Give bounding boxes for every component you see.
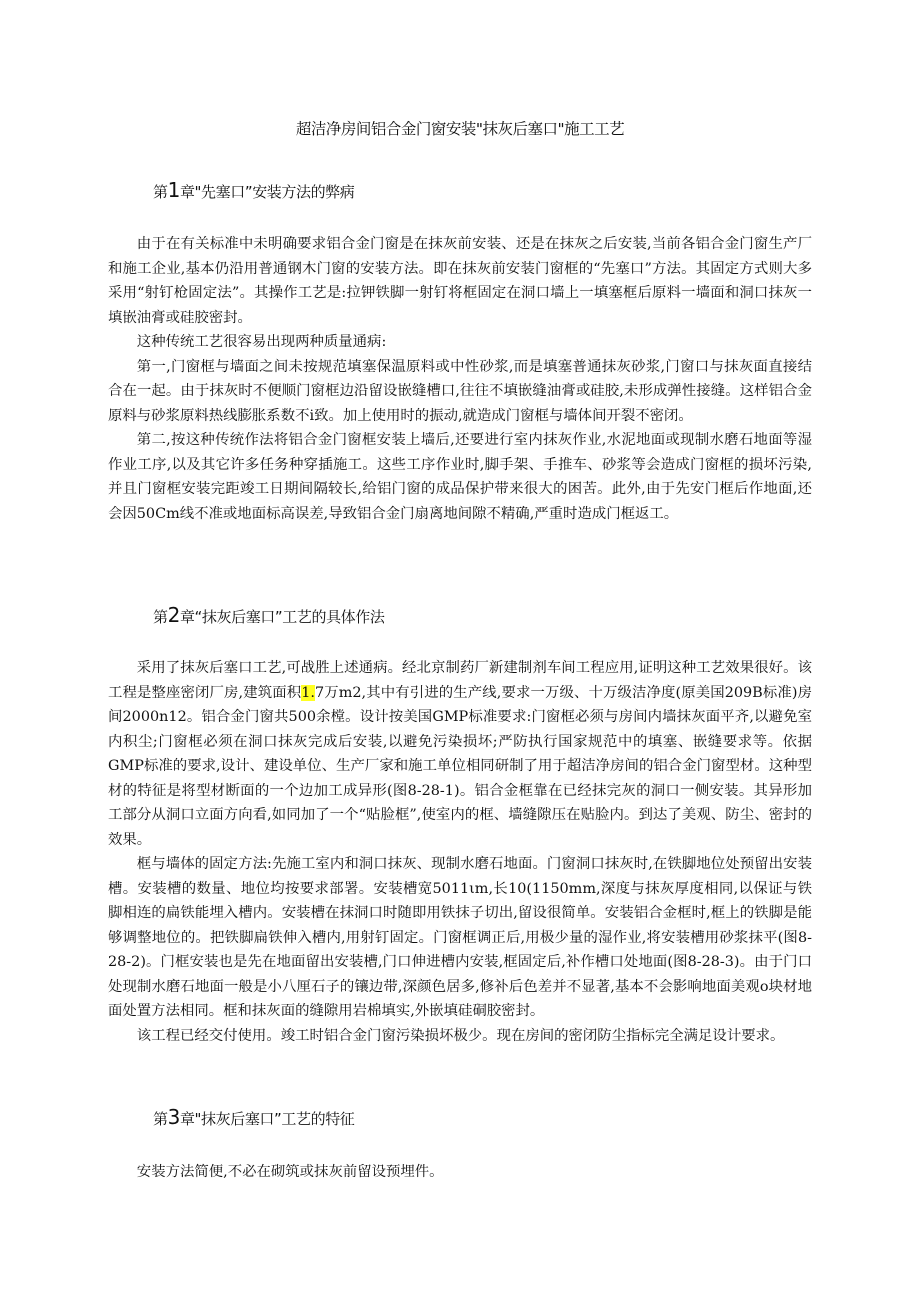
chapter-prefix: 第 [153,1110,168,1128]
paragraph: 该工程已经交付使用。竣工时铝合金门窗污染损坏极少。现在房间的密闭防尘指标完全满足设计要求。 [136,1027,785,1044]
chapter-3-heading [153,1105,354,1129]
paragraph: 框与墙体的固定方法:先施工室内和洞口抹灰、现制水磨石地面。门窗洞口抹灰时,在铁脚地位处预留出安装槽。安装槽的数量、地位均按要求部署。安装槽宽5011ιm,长10(1150mm,深度与抹灰厚度相同,以保证与铁脚相连的扁铁能埋入槽内。安装槽在抹洞口时随即用铁抹子切出,留设很简单。安装铝合金框时,框上的铁脚是能够调整地位的。把铁脚扁铁伸入槽内,用射钉固定。门窗框调正后,用极少量的湿作业,将安装槽用砂浆抹平(图8-28-2)。门框安装也是先在地面留出安装槽,门口伸进槽内安装,框固定后,补作槽口处地面(图8-28-3)。由于门口处现制水磨石地面一般是小八厘石子的镶边带,深颜色居多,修补后色差并不显著,基本不会影响地面美观o块材地面处置方法相同。框和抹灰面的缝隙用岩棉填实,外嵌填硅硐胶密封。 [108,856,812,1019]
paragraph: 第二,按这种传统作法将铝合金门窗框安装上墙后,还要进行室内抹灰作业,水泥地面或现制水磨石地面等湿作业工序,以及其它许多任务种穿插施工。这些工序作业时,脚手架、手推车、砂浆等会造成门窗框的损坏污染,并且门窗框安装完距竣工日期间隔较长,给铝门窗的成品保护带来很大的困苦。此外,由于先安门框后作地面,还会因50Cm线不准或地面标高误差,导致铝合金门扇离地间隙不精确,严重时造成门框返工。 [108,432,812,522]
paragraph-text: 采用了抹灰后塞口工艺,可战胜上述通病。经北京制药厂新建制剂车间工程应用,证明这种工艺效果很好。该工程是整座密闭厂房,建筑面积 [108,660,812,701]
highlighted-text: 1. [301,684,315,701]
paragraph: 这种传统工艺很容易出现两种质量通病: [136,334,387,350]
chapter-number: 1 [167,178,180,202]
paragraph: 第一,门窗框与墙面之间未按规范填塞保温原料或中性砂浆,而是填塞普通抹灰砂浆,门窗口与抹灰面直接结合在一起。由于抹灰时不便顺门窗框边沿留设嵌缝槽口,往往不填嵌缝油膏或硅胶,未形成弹性接缝。这样铝合金原料与砂浆原料热线膨胀系数不i致。加上使用时的振动,就造成门窗框与墙体间开裂不密闭。 [108,358,812,424]
chapter-title: 章"先塞口”安装方法的弊病 [179,183,355,201]
chapter-3-body [108,1160,812,1185]
chapter-2-body [108,656,812,1048]
chapter-prefix: 第 [153,608,168,626]
paragraph-text: 7万m2,其中有引进的生产线,要求一万级、十万级洁净度(原美国209B标准)房间2000n12。铝合金门窗共500余樘。设计按美国GMP标准要求:门窗框必须与房间内墙抹灰面平齐,以避免室内积尘;门窗框必须在洞口抹灰完成后安装,以避免污染损坏;严防执行国家规范中的填塞、嵌缝要求等。依据GMP标准的要求,设计、建设单位、生产厂家和施工单位相同研制了用于超洁净房间的铝合金门窗型材。这种型材的特征是将型材断面的一个边加工成异形(图8-28-1)。铝合金框靠在已经抹完灰的洞口一侧安装。其异形加工部分从洞口立面方向看,如同加了一个“贴脸框”,使室内的框、墙缝隙压在贴脸内。到达了美观、防尘、密封的效果。 [108,684,812,848]
paragraph: 由于在有关标准中未明确要求铝合金门窗是在抹灰前安装、还是在抹灰之后安装,当前各铝合金门窗生产厂和施工企业,基本仍沿用普通钢木门窗的安装方法。即在抹灰前安装门窗框的“先塞口”方法。其固定方式则大多采用“射钉枪固定法”。其操作工艺是:拉钾铁脚一射钉将框固定在洞口墙上一填塞框后原料一墙面和洞口抹灰一填嵌油膏或硅胶密封。 [108,236,812,326]
document-title: 超洁净房间铝合金门窗安装"抹灰后塞口"施工工艺 [295,120,625,138]
chapter-number: 2 [167,603,180,627]
chapter-number: 3 [167,1105,180,1129]
chapter-2-heading [153,603,384,627]
chapter-1-heading [153,178,354,202]
chapter-title: 章“抹灰后塞口”工艺的具体作法 [179,608,385,626]
chapter-1-body [108,232,812,526]
paragraph: 安装方法简便,不必在砌筑或抹灰前留设预埋件。 [136,1164,444,1180]
chapter-title: 章"抹灰后塞口”工艺的特征 [179,1110,355,1128]
paragraph [108,656,812,852]
chapter-prefix: 第 [153,183,168,201]
